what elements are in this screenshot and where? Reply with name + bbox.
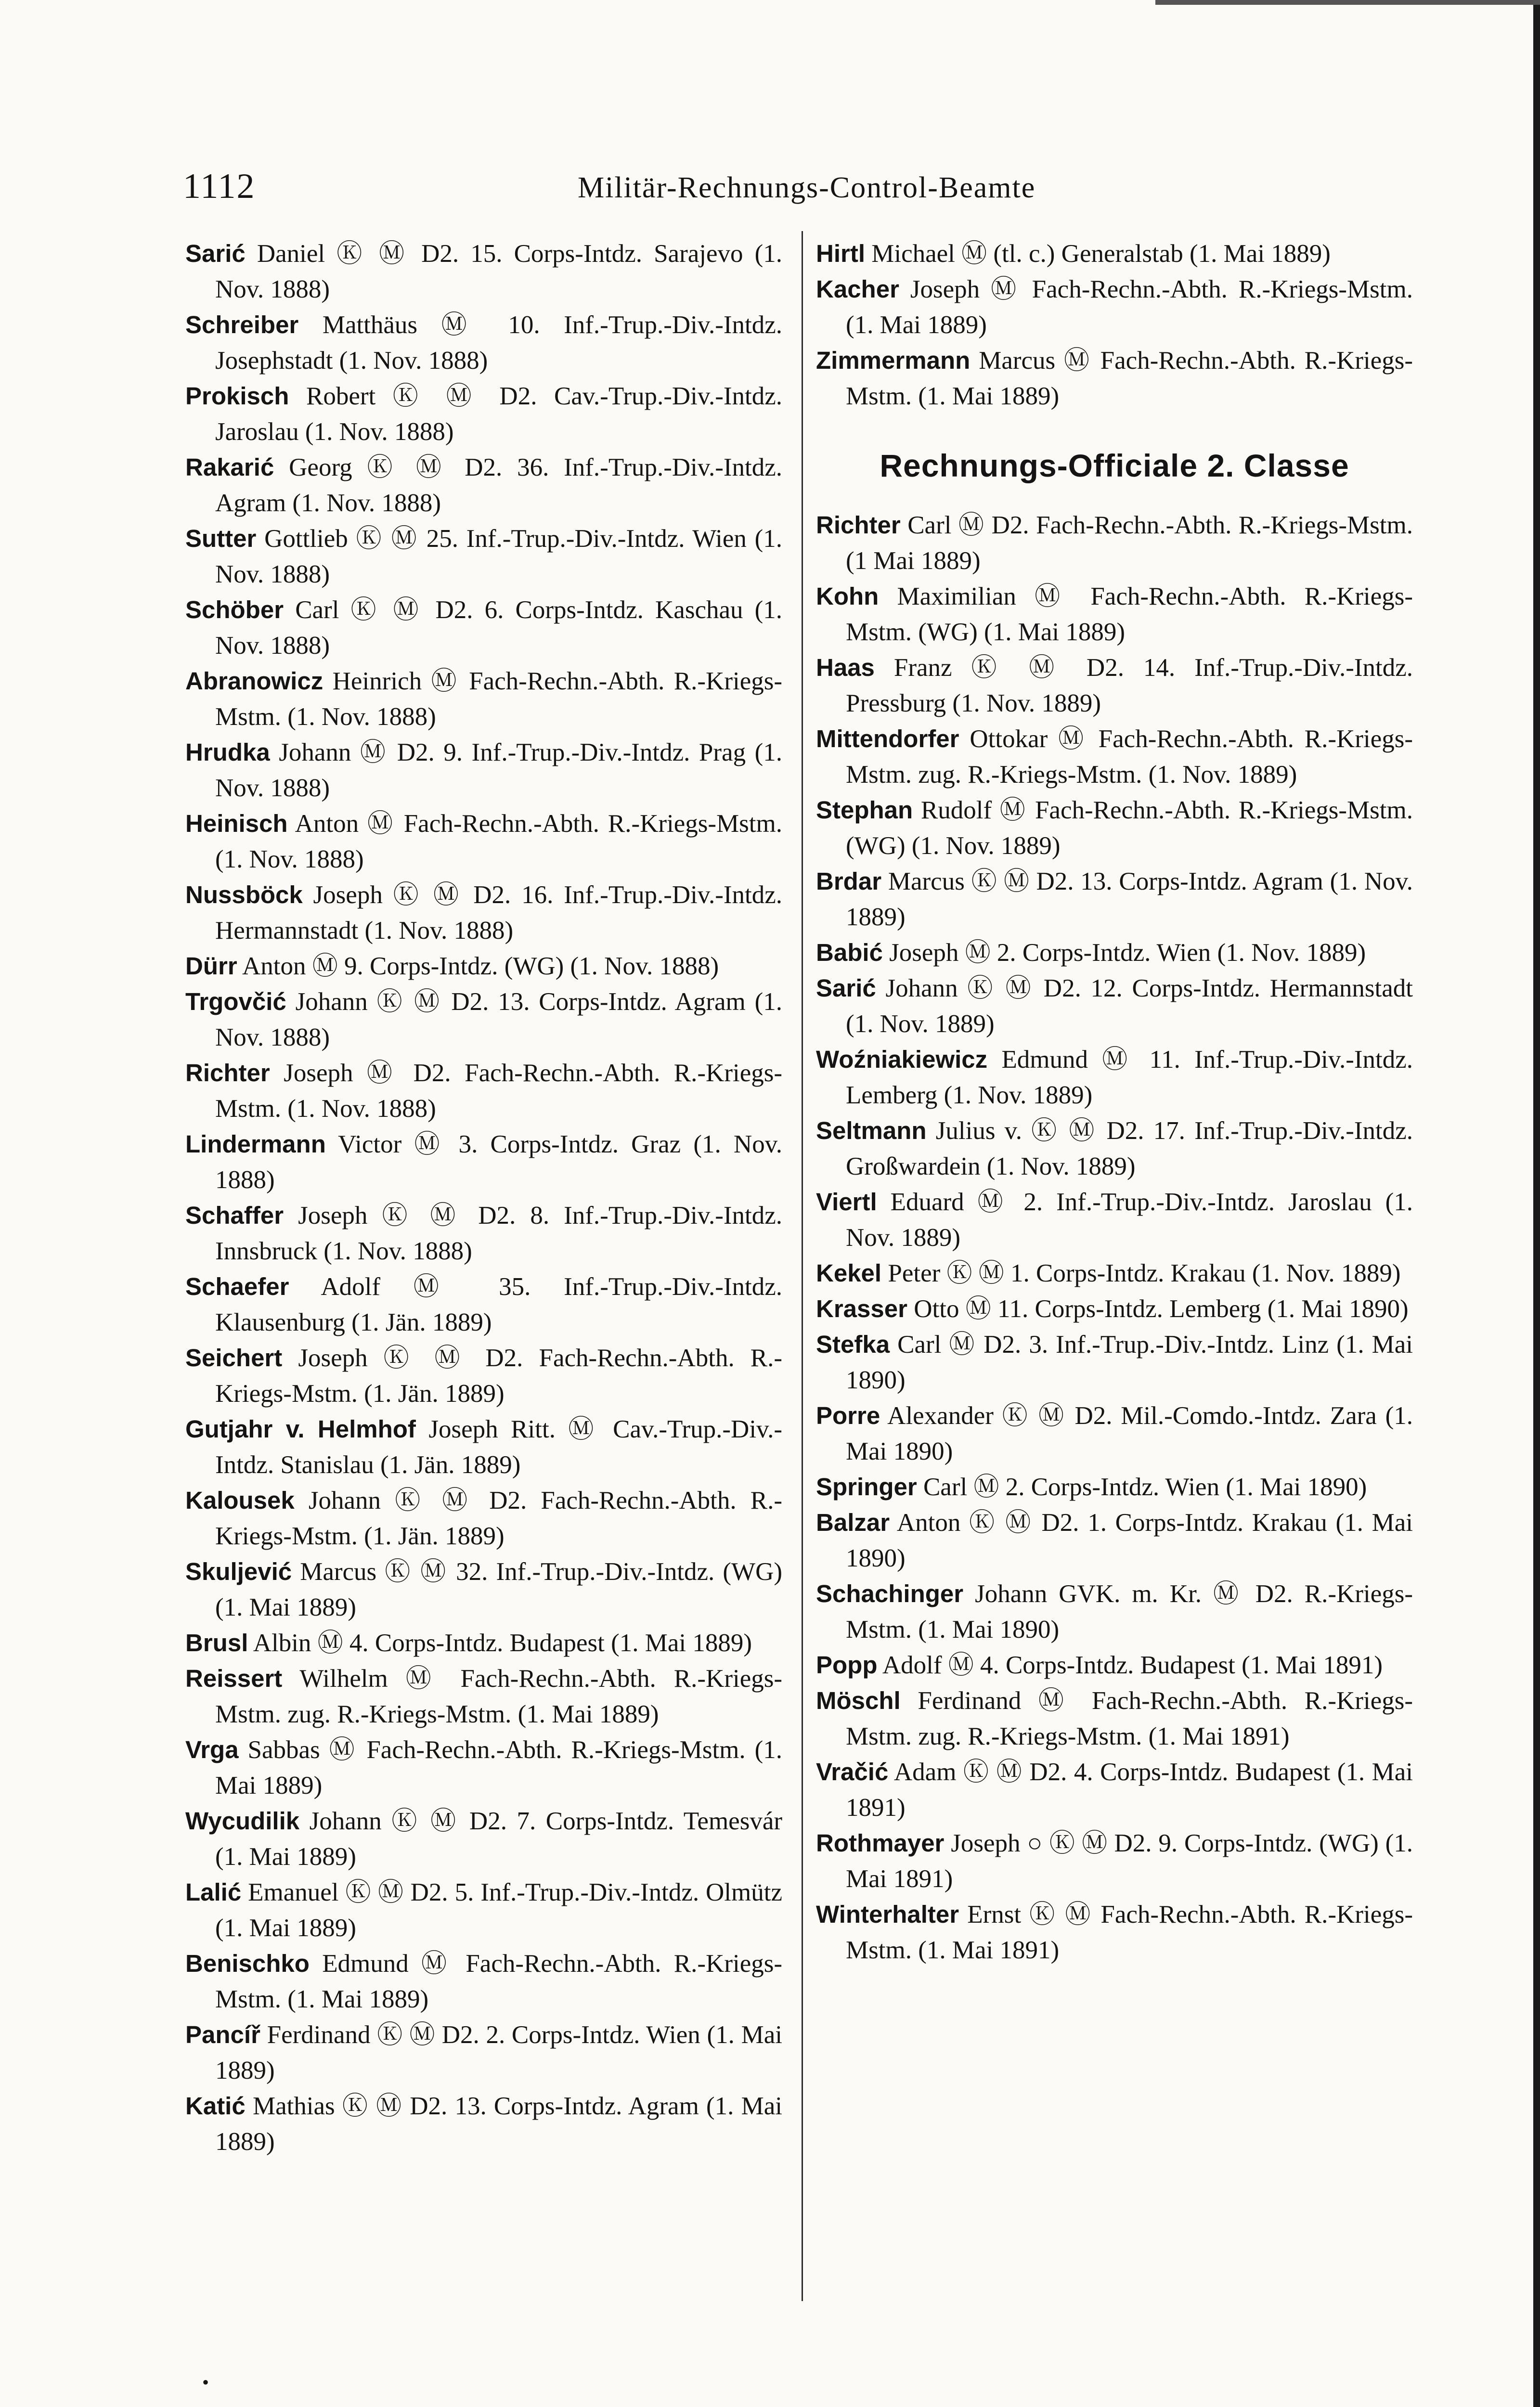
register-entry [816,721,1413,792]
register-entry [185,2088,782,2160]
entry-surname: Vrga [185,1736,239,1763]
entry-details: Albin Ⓜ 4. Corps-Intdz. Budapest (1. Mai 1889) [253,1629,752,1657]
register-entry [185,1340,782,1411]
entry-surname: Trgovčić [185,988,286,1015]
entry-surname: Benischko [185,1950,310,1977]
entry-surname: Skuljević [185,1558,292,1585]
entry-surname: Reissert [185,1665,283,1692]
register-entry [816,792,1413,864]
right-column-bottom-entries [816,507,1413,1968]
entry-details: Adolf Ⓜ 35. Inf.-Trup.-Div.-Intdz. Klausenburg (1. Jän. 1889) [215,1273,783,1336]
entry-details: Joseph Ⓜ 2. Corps-Intdz. Wien (1. Nov. 1889) [889,939,1366,967]
entry-surname: Lalić [185,1878,242,1906]
entry-surname: Rakarić [185,453,274,481]
entry-surname: Abranowicz [185,667,324,695]
entry-surname: Babić [816,939,883,966]
entry-surname: Pancíř [185,2021,260,2048]
register-entry [816,579,1413,650]
entry-details: Marcus Ⓜ Fach-Rechn.-Abth. R.-Kriegs-Mstm. (1. Mai 1889) [846,347,1413,410]
entry-details: Matthäus Ⓜ 10. Inf.-Trup.-Div.-Intdz. Josephstadt (1. Nov. 1888) [215,311,783,375]
register-entry [185,592,782,663]
entry-details: Emanuel Ⓚ Ⓜ D2. 5. Inf.-Trup.-Div.-Intdz. Olmütz (1. Mai 1889) [215,1878,782,1942]
register-entry [185,877,782,948]
entry-details: Adolf Ⓜ 4. Corps-Intdz. Budapest (1. Mai 1891) [882,1651,1383,1679]
page-edge-top [1155,0,1540,5]
entry-surname: Mittendorfer [816,725,959,752]
entry-details: Robert Ⓚ Ⓜ D2. Cav.-Trup.-Div.-Intdz. Jaroslau (1. Nov. 1888) [215,382,782,446]
register-entry [185,1126,782,1198]
register-entry [816,1683,1413,1754]
entry-details: Otto Ⓜ 11. Corps-Intdz. Lemberg (1. Mai 1890) [914,1295,1409,1323]
entry-details: Marcus Ⓚ Ⓜ D2. 13. Corps-Intdz. Agram (1. Nov. 1889) [846,867,1413,931]
entry-surname: Porre [816,1402,880,1429]
entry-surname: Woźniakiewicz [816,1046,988,1073]
entry-surname: Seltmann [816,1117,927,1144]
entry-surname: Prokisch [185,382,289,410]
entry-details: Julius v. Ⓚ Ⓜ D2. 17. Inf.-Trup.-Div.-Intdz. Großwardein (1. Nov. 1889) [846,1117,1413,1180]
entry-details: Joseph Ⓜ D2. Fach-Rechn.-Abth. R.-Kriegs-Mstm. (1. Nov. 1888) [215,1059,782,1123]
entry-details: Michael Ⓜ (tl. c.) Generalstab (1. Mai 1889) [871,240,1331,268]
entry-surname: Vračić [816,1758,889,1786]
entry-details: Carl Ⓜ D2. Fach-Rechn.-Abth. R.-Kriegs-Mstm. (1 Mai 1889) [846,511,1413,575]
register-entry [816,1255,1413,1291]
register-entry [816,1825,1413,1897]
entry-details: Johann Ⓚ Ⓜ D2. Fach-Rechn.-Abth. R.-Kriegs-Mstm. (1. Jän. 1889) [215,1487,782,1550]
register-entry [185,1803,782,1875]
register-entry [816,1647,1413,1683]
entry-surname: Katić [185,2092,246,2120]
stray-mark: • [202,2371,209,2393]
entry-details: Ernst Ⓚ Ⓜ Fach-Rechn.-Abth. R.-Kriegs-Mstm. (1. Mai 1891) [846,1901,1413,1964]
entry-surname: Krasser [816,1295,907,1322]
section-heading: Rechnungs-Officiale 2. Classe [880,448,1349,483]
entry-surname: Schöber [185,596,284,623]
entry-surname: Dürr [185,952,237,980]
register-entry [816,650,1413,721]
register-entry [185,450,782,521]
entry-details: Sabbas Ⓜ Fach-Rechn.-Abth. R.-Kriegs-Mstm. (1. Mai 1889) [215,1736,783,1799]
entry-details: Johann Ⓚ Ⓜ D2. 12. Corps-Intdz. Hermannstadt (1. Nov. 1889) [846,974,1413,1038]
entry-surname: Springer [816,1473,917,1501]
register-entry [816,1897,1413,1968]
entry-surname: Lindermann [185,1130,326,1158]
entry-surname: Schreiber [185,311,299,338]
entry-surname: Wycudilik [185,1807,300,1835]
entry-surname: Sutter [185,525,257,552]
entry-surname: Viertl [816,1188,877,1216]
entry-surname: Balzar [816,1509,890,1536]
register-entry [185,378,782,450]
register-entry [185,1269,782,1340]
register-entry [185,1411,782,1483]
entry-details: Johann GVK. m. Kr. Ⓜ D2. R.-Kriegs-Mstm. (1. Mai 1890) [846,1580,1413,1643]
entry-details: Joseph Ritt. Ⓜ Cav.-Trup.-Div.-Intdz. Stanislau (1. Jän. 1889) [215,1415,783,1479]
register-entry [185,1055,782,1126]
entry-details: Edmund Ⓜ Fach-Rechn.-Abth. R.-Kriegs-Mstm. (1. Mai 1889) [215,1950,782,2013]
entry-details: Mathias Ⓚ Ⓜ D2. 13. Corps-Intdz. Agram (1. Mai 1889) [215,2092,782,2156]
column-divider [802,231,803,2301]
entry-surname: Sarić [185,240,246,267]
register-entry [185,948,782,984]
page-edge-right [1533,0,1540,2407]
register-entry [185,806,782,877]
entry-details: Georg Ⓚ Ⓜ D2. 36. Inf.-Trup.-Div.-Intdz. Agram (1. Nov. 1888) [215,453,782,517]
entry-details: Anton Ⓜ Fach-Rechn.-Abth. R.-Kriegs-Mstm. (1. Nov. 1888) [215,810,783,873]
register-entry [816,1398,1413,1469]
register-entry [185,1625,782,1661]
entry-surname: Kekel [816,1259,882,1287]
entry-details: Maximilian Ⓜ Fach-Rechn.-Abth. R.-Kriegs-Mstm. (WG) (1. Mai 1889) [846,582,1413,646]
right-column-top-entries [816,236,1413,414]
page-number: 1112 [183,167,256,206]
entry-details: Carl Ⓚ Ⓜ D2. 6. Corps-Intdz. Kaschau (1. Nov. 1888) [215,596,783,660]
entry-surname: Heinisch [185,810,288,837]
entry-surname: Kalousek [185,1487,295,1514]
entry-details: Wilhelm Ⓜ Fach-Rechn.-Abth. R.-Kriegs-Mstm. zug. R.-Kriegs-Mstm. (1. Mai 1889) [215,1665,782,1728]
entry-details: Franz Ⓚ Ⓜ D2. 14. Inf.-Trup.-Div.-Intdz. Pressburg (1. Nov. 1889) [846,654,1413,717]
register-entry [185,1946,782,2017]
register-entry [185,663,782,735]
register-entry [816,864,1413,935]
entry-surname: Kohn [816,582,879,610]
register-entry [185,1554,782,1625]
entry-surname: Popp [816,1651,878,1679]
entry-details: Johann Ⓚ Ⓜ D2. 13. Corps-Intdz. Agram (1. Nov. 1888) [215,988,783,1051]
entry-details: Ferdinand Ⓜ Fach-Rechn.-Abth. R.-Kriegs-Mstm. zug. R.-Kriegs-Mstm. (1. Mai 1891) [846,1687,1413,1750]
register-entry [185,2017,782,2088]
left-column [185,236,782,2160]
entry-surname: Nussböck [185,881,303,908]
register-entry [816,507,1413,579]
register-entry [185,1661,782,1732]
entry-surname: Rothmayer [816,1829,945,1857]
entry-details: Joseph ○ Ⓚ Ⓜ D2. 9. Corps-Intdz. (WG) (1. Mai 1891) [846,1829,1413,1893]
entry-surname: Gutjahr v. Helmhof [185,1415,416,1443]
entry-surname: Winterhalter [816,1901,959,1928]
entry-details: Ferdinand Ⓚ Ⓜ D2. 2. Corps-Intdz. Wien (1. Mai 1889) [215,2021,782,2084]
entry-surname: Schachinger [816,1580,964,1607]
register-entry [816,1505,1413,1576]
entry-details: Edmund Ⓜ 11. Inf.-Trup.-Div.-Intdz. Lemberg (1. Nov. 1889) [846,1046,1413,1109]
entry-details: Joseph Ⓚ Ⓜ D2. Fach-Rechn.-Abth. R.-Kriegs-Mstm. (1. Jän. 1889) [215,1344,782,1408]
entry-details: Joseph Ⓚ Ⓜ D2. 16. Inf.-Trup.-Div.-Intdz. Hermannstadt (1. Nov. 1888) [215,881,782,945]
right-column [816,236,1413,1968]
entry-surname: Kacher [816,275,899,303]
entry-surname: Hirtl [816,240,865,267]
register-entry [185,984,782,1055]
running-head: Militär-Rechnungs-Control-Beamte [578,171,1036,204]
entry-surname: Stefka [816,1331,890,1358]
register-entry [816,236,1413,272]
register-entry [816,1184,1413,1255]
entry-details: Victor Ⓜ 3. Corps-Intdz. Graz (1. Nov. 1888) [215,1130,782,1194]
entry-surname: Brusl [185,1629,248,1656]
register-entry [816,1113,1413,1184]
entry-surname: Schaefer [185,1273,289,1300]
register-entry [816,1042,1413,1113]
entry-details: Johann Ⓜ D2. 9. Inf.-Trup.-Div.-Intdz. Prag (1. Nov. 1888) [215,738,783,802]
entry-details: Joseph Ⓜ Fach-Rechn.-Abth. R.-Kriegs-Mstm. (1. Mai 1889) [846,275,1413,339]
register-entry [185,307,782,378]
entry-details: Ottokar Ⓜ Fach-Rechn.-Abth. R.-Kriegs-Mstm. zug. R.-Kriegs-Mstm. (1. Nov. 1889) [846,725,1413,789]
entry-surname: Schaffer [185,1202,284,1229]
register-entry [816,1576,1413,1647]
entry-surname: Seichert [185,1344,283,1372]
entry-details: Carl Ⓜ D2. 3. Inf.-Trup.-Div.-Intdz. Linz (1. Mai 1890) [846,1331,1413,1394]
entry-surname: Möschl [816,1687,901,1714]
register-entry [816,272,1413,343]
register-entry [185,1198,782,1269]
register-entry [185,735,782,806]
entry-details: Eduard Ⓜ 2. Inf.-Trup.-Div.-Intdz. Jaroslau (1. Nov. 1889) [846,1188,1413,1252]
register-entry [816,935,1413,971]
entry-details: Carl Ⓜ 2. Corps-Intdz. Wien (1. Mai 1890) [923,1473,1367,1501]
entry-surname: Richter [816,511,901,539]
entry-details: Joseph Ⓚ Ⓜ D2. 8. Inf.-Trup.-Div.-Intdz. Innsbruck (1. Nov. 1888) [215,1202,782,1265]
entry-details: Rudolf Ⓜ Fach-Rechn.-Abth. R.-Kriegs-Mstm. (WG) (1. Nov. 1889) [846,796,1413,860]
entry-details: Adam Ⓚ Ⓜ D2. 4. Corps-Intdz. Budapest (1. Mai 1891) [846,1758,1413,1822]
entry-surname: Zimmermann [816,347,971,374]
register-entry [816,1754,1413,1825]
entry-details: Marcus Ⓚ Ⓜ 32. Inf.-Trup.-Div.-Intdz. (WG) (1. Mai 1889) [215,1558,782,1621]
register-entry [185,1732,782,1803]
register-entry [816,1327,1413,1398]
register-entry [816,1469,1413,1505]
register-entry [185,521,782,592]
entry-surname: Sarić [816,974,876,1002]
register-entry [816,343,1413,414]
register-entry [816,971,1413,1042]
entry-details: Gottlieb Ⓚ Ⓜ 25. Inf.-Trup.-Div.-Intdz. Wien (1. Nov. 1888) [215,525,783,588]
register-entry [185,236,782,307]
register-entry [816,1291,1413,1327]
register-entry [185,1875,782,1946]
entry-details: Daniel Ⓚ Ⓜ D2. 15. Corps-Intdz. Sarajevo (1. Nov. 1888) [215,240,782,303]
entry-details: Johann Ⓚ Ⓜ D2. 7. Corps-Intdz. Temesvár (1. Mai 1889) [215,1807,783,1871]
entry-details: Peter Ⓚ Ⓜ 1. Corps-Intdz. Krakau (1. Nov. 1889) [888,1259,1401,1287]
entry-details: Anton Ⓚ Ⓜ D2. 1. Corps-Intdz. Krakau (1. Mai 1890) [846,1509,1413,1572]
register-entry [185,1483,782,1554]
entry-surname: Hrudka [185,738,270,766]
entry-surname: Brdar [816,867,882,895]
entry-surname: Haas [816,654,875,681]
entry-details: Alexander Ⓚ Ⓜ D2. Mil.-Comdo.-Intdz. Zara (1. Mai 1890) [846,1402,1413,1465]
entry-details: Heinrich Ⓜ Fach-Rechn.-Abth. R.-Kriegs-Mstm. (1. Nov. 1888) [215,667,783,731]
entry-details: Anton Ⓜ 9. Corps-Intdz. (WG) (1. Nov. 1888) [242,952,719,980]
entry-surname: Richter [185,1059,270,1087]
entry-surname: Stephan [816,796,913,824]
